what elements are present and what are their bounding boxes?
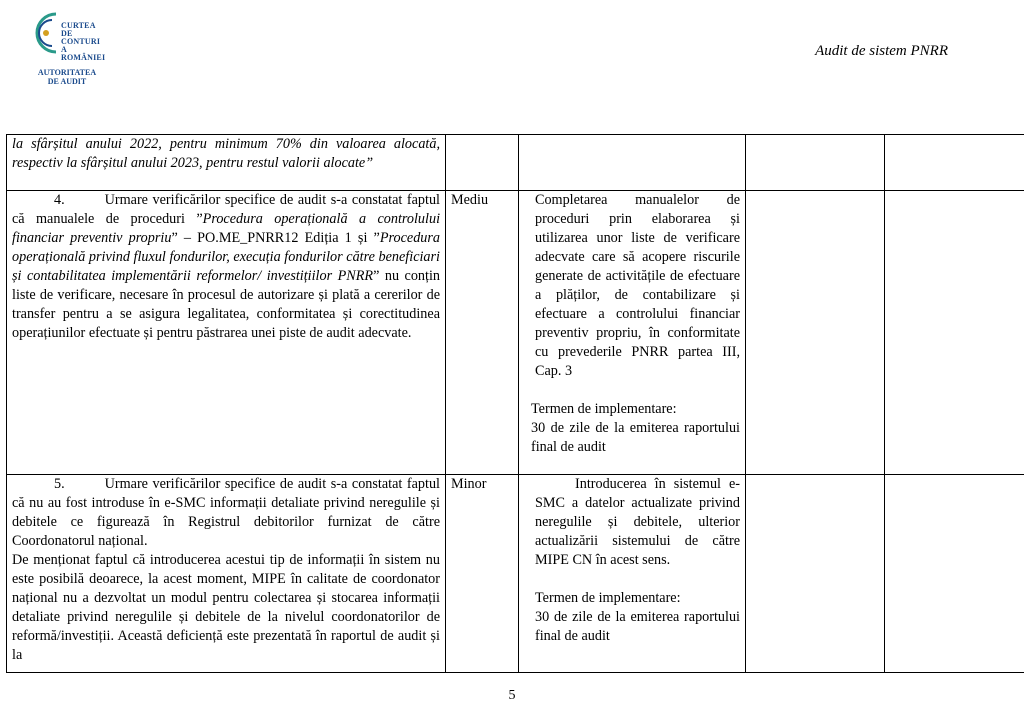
logo-sub-line: AUTORITATEA xyxy=(37,68,97,77)
finding-text: ” – PO.ME_PNRR12 Ediția 1 și ” xyxy=(171,230,380,246)
findings-table xyxy=(6,134,1024,673)
recommendation-cell xyxy=(519,135,746,191)
term-value: 30 de zile de la emiterea raportului final de audit xyxy=(531,420,740,455)
header-title: Audit de sistem PNRR xyxy=(815,43,948,59)
finding-text: Urmare verificărilor specifice de audit s-a constatat faptul că nu au fost introduse în e-SMC informații detaliate privind neregulile și debitele ce figurează în Registrul debitorilor furnizat de către Coordonatorul național. xyxy=(12,476,440,549)
level-text: Mediu xyxy=(451,192,489,208)
table-row xyxy=(7,191,1024,475)
finding-text-italic: Procedura operațională privind fluxul fondurilor, execuția fondurilor către beneficiari și contabilitatea implementării reformelor/ investițiilor PNRR xyxy=(12,230,441,284)
finding-text-italic: Procedura operațională a controlului financiar preventiv propriu xyxy=(12,211,441,246)
level-cell xyxy=(446,475,519,673)
empty-cell xyxy=(885,475,1024,673)
term-label: Termen de implementare: xyxy=(531,401,677,417)
recommendation-text: Completarea manualelor de proceduri prin elaborarea și utilizarea unor liste de verificare adecvate care să acopere riscurile generate de activitățile de efectuare a plăților, de contabilizare și efectuare a controlului financiar preventiv propriu, în conformitate cu prevederile PNRR partea III, Cap. 3 xyxy=(535,192,740,379)
logo-name-line: ROMÂNIEI xyxy=(61,53,106,62)
finding-text: Urmare verificărilor specifice de audit s-a constatat faptul că manualele de proceduri ” xyxy=(12,192,440,227)
finding-number: 4. xyxy=(54,192,65,208)
logo-name-line: CURTEA DE xyxy=(61,21,96,38)
finding-text: De menționat faptul că introducerea acestui tip de informații în sistem nu este posibilă deoarece, la acest moment, MIPE în calitate de coordonator național nu a dezvoltat un modul pentru colectarea și stocarea informații detaliate privind neregulile și debitele de la nivelul coordonatorilor de reformă/investiții. Această deficiență este prezentată în raportul de audit și la xyxy=(12,552,440,663)
logo-sub-line: DE AUDIT xyxy=(47,77,87,86)
logo-emblem-icon xyxy=(26,8,66,58)
empty-cell xyxy=(885,135,1024,191)
logo-name xyxy=(61,22,106,62)
empty-cell xyxy=(885,191,1024,475)
term-value: 30 de zile de la emiterea raportului final de audit xyxy=(535,609,740,644)
recommendation-cell xyxy=(519,191,746,475)
page-number: 5 xyxy=(508,688,516,703)
finding-cell xyxy=(7,191,446,475)
empty-cell xyxy=(746,135,885,191)
finding-cell xyxy=(7,135,446,191)
level-cell xyxy=(446,191,519,475)
finding-text: ” nu conțin liste de verificare, necesare în procesul de autorizare și plată a cererilor de transfer pentru a se asigura legalitatea, conformitatea și corectitudinea operațiunilor efectuate și pentru păstrarea unei piste de audit adecvate. xyxy=(12,268,440,341)
table-row xyxy=(7,475,1024,673)
level-text: Minor xyxy=(451,476,487,492)
recommendation-cell xyxy=(519,475,746,673)
empty-cell xyxy=(746,191,885,475)
finding-cell xyxy=(7,475,446,673)
logo-subtitle xyxy=(32,68,102,86)
logo xyxy=(26,8,106,86)
logo-name-line: CONTURI A xyxy=(61,37,101,54)
finding-text: la sfârșitul anului 2022, pentru minimum 70% din valoarea alocată, respectiv la sfârșitul anului 2023, pentru restul valorii alocate” xyxy=(12,136,440,171)
table-row xyxy=(7,135,1024,191)
term-label: Termen de implementare: xyxy=(535,590,681,606)
recommendation-text: Introducerea în sistemul e-SMC a datelor actualizate privind neregulile și debitele, ulterior actualizării sistemului de către MIPE CN în acest sens. xyxy=(535,476,740,568)
level-cell xyxy=(446,135,519,191)
finding-number: 5. xyxy=(54,476,65,492)
empty-cell xyxy=(746,475,885,673)
